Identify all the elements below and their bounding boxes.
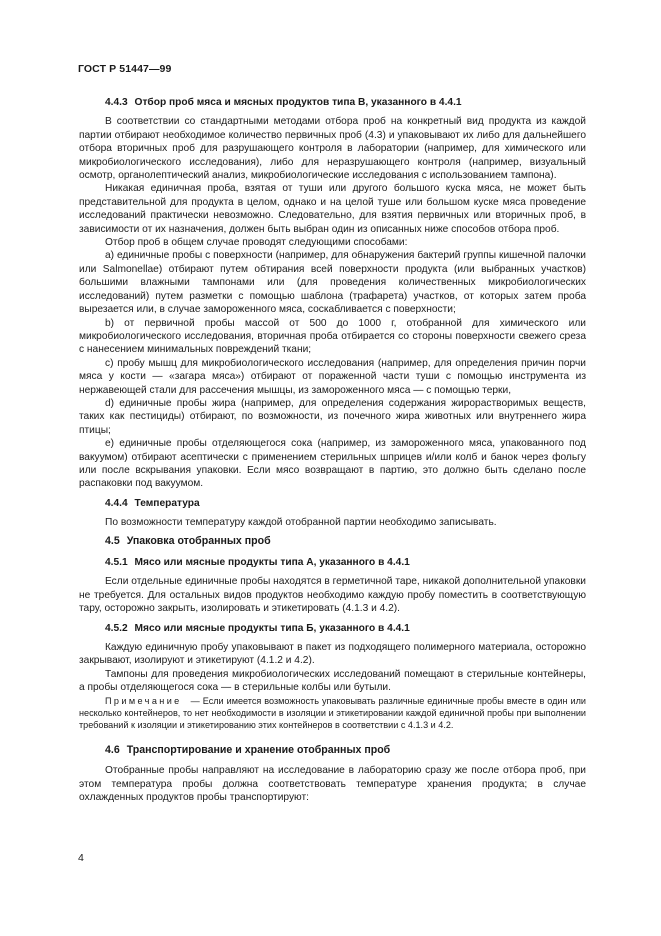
document-body: [79, 96, 586, 805]
paragraph: По возможности температуру каждой отобранной партии необходимо записывать.: [105, 517, 497, 529]
paragraph: В соответствии со стандартными методами отбора проб на конкретный вид продукта из каждой партии отбирают необходимое количество первичных проб (4.3) и упаковывают их либо для дальнейшего отбора вторичных проб для разрушающего контроля в лаборатории (например, для химического или микробиологического исследования), либо для неразрушающего контроля (например, визуальный осмотр, органолептический анализ, микробиологические исследования с использованием тампона).: [79, 116, 586, 182]
list-item-b: b) от первичной пробы массой от 500 до 1000 г, отобранной для химического или микробиологического исследования, вторичная проба отбирается со стороны поверхности свежего среза с нанесением минимальных повреждений ткани;: [79, 317, 586, 356]
document-header: ГОСТ Р 51447—99: [78, 63, 172, 75]
list-item-a: a) единичные пробы с поверхности (например, для обнаружения бактерий группы кишечной палочки или Salmonellae) отбирают путем обтирания всей поверхности продукта (или выбранных участков) большими влажными тампонами или (для проведения количественных микробиологических исследований) путем разметки с помощью шаблона (трафарета) участков, от которых затем проба вырезается или, в случае замороженного мяса, соскабливается с поверхности;: [79, 250, 586, 316]
section-number: 4.5.2: [105, 622, 128, 634]
paragraph: Отбор проб в общем случае проводят следующими способами:: [105, 237, 408, 249]
section-heading-4-5-2: [79, 622, 586, 635]
section-heading-4-4-4: [79, 497, 586, 510]
note: [79, 695, 586, 732]
section-title: Отбор проб мяса и мясных продуктов типа В, указанного в 4.4.1: [134, 97, 462, 108]
note-text: — Если имеется возможность упаковывать различные единичные пробы вместе в один или несколько контейнеров, то нет необходимости в изоляции и этикетировании каждой единичной пробы при выполнении требований к изоляции и этикетированию этих контейнеров в соответствии с 4.1.3 и 4.2.: [79, 695, 586, 731]
list-item-c: c) пробу мышц для микробиологического исследования (например, для определения причин порчи мяса у кости — «загара мяса») отбирают от пораженной части туши с помощью инструмента из нержавеющей стали для рассечения мышцы, из замороженного мяса — с помощью терки,: [79, 357, 586, 396]
section-title: Мясо или мясные продукты типа Б, указанного в 4.4.1: [134, 622, 410, 634]
section-number: 4.4.3: [105, 97, 128, 108]
section-heading-4-4-3: [79, 96, 586, 109]
paragraph: Каждую единичную пробу упаковывают в пакет из подходящего полимерного материала, осторожно закрывают, изолируют и этикетируют (4.1.2 и 4.2).: [79, 642, 586, 667]
section-number: 4.5: [105, 534, 120, 547]
note-label: Примечание: [105, 695, 182, 706]
section-title: Упаковка отобранных проб: [126, 534, 271, 547]
paragraph: Тампоны для проведения микробиологических исследований помещают в стерильные контейнеры, а пробы отделяющегося сока — в стерильные колбы или бутыли.: [79, 668, 586, 694]
paragraph: Никакая единичная проба, взятая от туши или другого большого куска мяса, не может быть представительной для продукта в целом, однако и на целой туше или большом куске мяса проведение исследований практически невозможно. Следовательно, для взятия первичных или вторичных проб, в зависимости от их назначения, должен быть выбран один из описанных ниже способов отбора проб.: [79, 183, 586, 235]
section-number: 4.4.4: [105, 497, 128, 509]
paragraph: Если отдельные единичные пробы находятся в герметичной таре, никакой дополнительной упаковки не требуется. Для остальных видов продуктов необходимо каждую пробу поместить в соответствующую тару, осторожно закрыть, изолировать и этикетировать (4.1.3 и 4.2).: [79, 576, 586, 615]
list-item-d: d) единичные пробы жира (например, для определения содержания жирорастворимых веществ, таких как пестициды) отбирают, по возможности, из почечного жира животных или внутреннего жира птицы;: [79, 397, 586, 436]
page-number: 4: [78, 852, 84, 864]
paragraph: Отобранные пробы направляют на исследование в лабораторию сразу же после отбора проб, при этом температура пробы должна соответствовать температуре хранения продукта; в случае охлажденных продуктов пробы транспортируют:: [79, 765, 586, 804]
section-title: Мясо или мясные продукты типа А, указанного в 4.4.1: [134, 557, 410, 568]
section-heading-4-6: [79, 744, 586, 757]
section-heading-4-5: [79, 535, 586, 548]
section-number: 4.6: [105, 743, 120, 756]
list-item-e: e) единичные пробы отделяющегося сока (например, из замороженного мяса, упакованного под вакуумом) отбирают асептически с применением стерильных шприцев и/или колб и банок через фольгу или после вскрывания упаковки. Если мясо возвращают в партию, это должно быть сделано после распаковки под вакуумом.: [79, 438, 586, 490]
section-title: Температура: [134, 497, 200, 509]
section-number: 4.5.1: [105, 557, 128, 568]
section-title: Транспортирование и хранение отобранных проб: [126, 743, 391, 756]
section-heading-4-5-1: [79, 556, 586, 569]
